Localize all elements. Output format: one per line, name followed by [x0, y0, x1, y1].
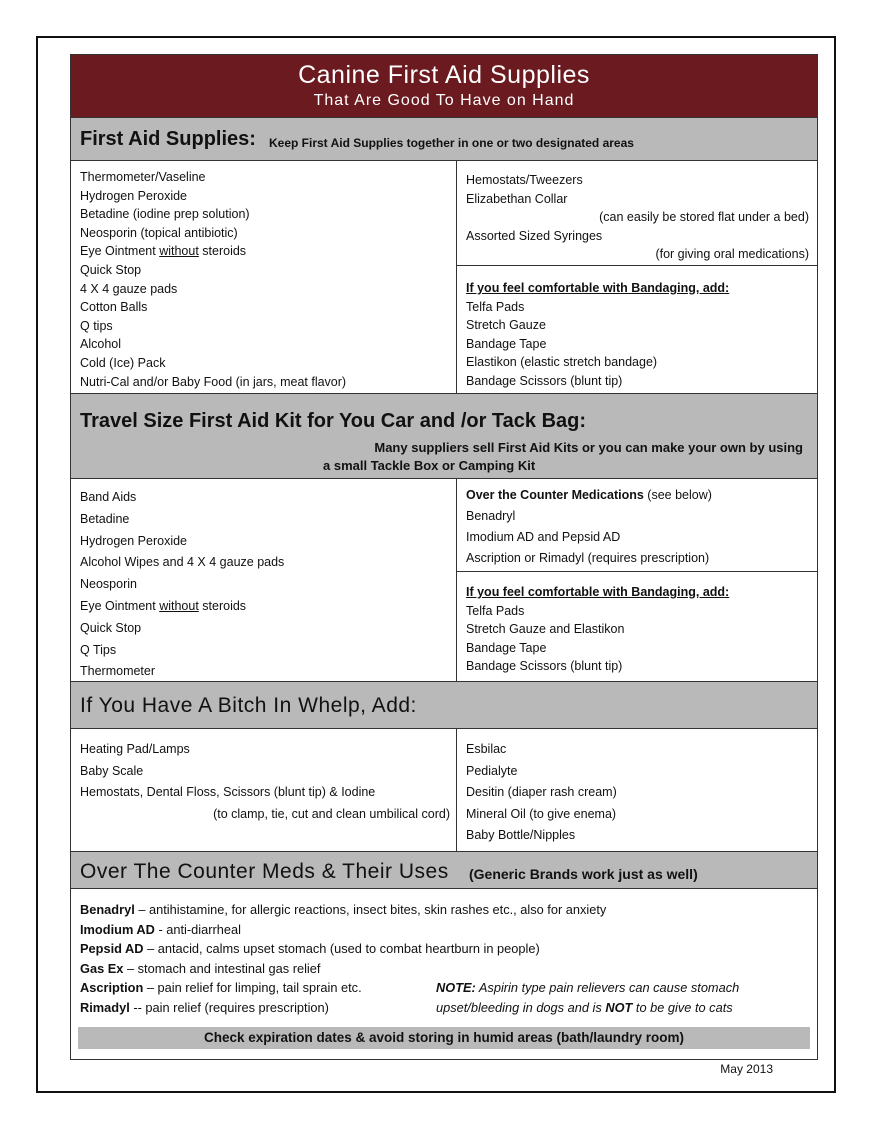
section-whelp-header	[71, 681, 817, 729]
list-item: Hemostats, Dental Floss, Scissors (blunt tip) & Iodine	[80, 785, 376, 799]
list-item: Betadine	[80, 511, 130, 526]
list-item: Ascription or Rimadyl (requires prescription)	[466, 551, 710, 565]
row-divider	[456, 571, 817, 572]
list-item: Elizabethan Collar	[466, 191, 568, 206]
med-row: Benadryl – antihistamine, for allergic reactions, insect bites, skin rashes etc., also for anxiety	[80, 902, 607, 917]
list-item: Quick Stop	[80, 262, 142, 277]
list-item: Bandage Scissors (blunt tip)	[466, 659, 623, 674]
column-divider	[456, 161, 457, 393]
list-item: Thermometer/Vaseline	[80, 170, 206, 184]
section-note: Many suppliers sell First Aid Kits or you can make your own by using	[374, 440, 803, 455]
whelp-left-list	[80, 739, 450, 825]
list-item: Neosporin (topical antibiotic)	[80, 225, 238, 240]
section-otc-uses-header	[71, 851, 817, 889]
section-first-aid-header	[71, 117, 817, 161]
list-item-note: (can easily be stored flat under a bed)	[599, 210, 809, 225]
document-title: Canine First Aid Supplies	[298, 61, 590, 89]
list-item: Imodium AD and Pepsid AD	[466, 530, 621, 544]
list-item: Band Aids	[80, 490, 137, 504]
bandage-heading: If you feel comfortable with Bandaging, add:	[466, 281, 730, 295]
list-item: Alcohol	[80, 337, 121, 352]
travel-otc-list	[466, 485, 809, 569]
warning-line: NOTE: Aspirin type pain relievers can cause stomach	[436, 980, 740, 995]
list-item: Neosporin	[80, 577, 137, 592]
med-row: Gas Ex – stomach and intestinal gas relief	[80, 960, 321, 976]
list-item: Benadryl	[466, 509, 516, 523]
row-divider	[456, 265, 817, 266]
column-divider	[456, 729, 457, 851]
list-item: Assorted Sized Syringes	[466, 228, 603, 243]
list-item: Baby Scale	[80, 763, 144, 778]
list-item: Cold (Ice) Pack	[80, 355, 166, 370]
list-item: Stretch Gauze	[466, 318, 546, 333]
list-item: Alcohol Wipes and 4 X 4 gauze pads	[80, 555, 285, 570]
list-item: Mineral Oil (to give enema)	[466, 806, 617, 821]
med-row: Rimadyl -- pain relief (requires prescription)	[80, 999, 329, 1015]
list-item: Telfa Pads	[466, 603, 525, 618]
whelp-right-list	[466, 739, 809, 847]
list-item: Pedialyte	[466, 763, 518, 778]
travel-kit-left-list	[80, 487, 450, 683]
list-item: Bandage Tape	[466, 336, 547, 351]
list-item: Hydrogen Peroxide	[80, 533, 188, 548]
list-item: 4 X 4 gauze pads	[80, 281, 178, 296]
document-subtitle: That Are Good To Have on Hand	[313, 92, 575, 109]
bandage-heading: If you feel comfortable with Bandaging, add:	[466, 585, 730, 599]
list-item: Telfa Pads	[466, 299, 525, 314]
otc-heading: Over the Counter Medications (see below)	[466, 488, 712, 502]
list-item: Baby Bottle/Nipples	[466, 828, 576, 842]
list-item: Quick Stop	[80, 620, 142, 635]
travel-bandage-list	[466, 583, 809, 676]
section-note: Keep First Aid Supplies together in one or two designated areas	[269, 136, 634, 150]
document-frame	[70, 54, 818, 1060]
list-item: Nutri-Cal and/or Baby Food (in jars, meat flavor)	[80, 374, 347, 389]
list-item: Q tips	[80, 318, 113, 333]
section-heading: Over The Counter Meds & Their Uses	[80, 860, 449, 883]
list-item: Esbilac	[466, 742, 507, 756]
section-heading: First Aid Supplies:	[80, 128, 256, 150]
section-heading: Travel Size First Aid Kit for You Car and /or Tack Bag:	[80, 410, 587, 432]
list-item: Desitin (diaper rash cream)	[466, 785, 617, 799]
list-item-eye-ointment: Eye Ointment without steroids	[80, 244, 247, 259]
column-divider	[456, 479, 457, 681]
list-item: Hemostats/Tweezers	[466, 173, 583, 187]
list-item: Bandage Scissors (blunt tip)	[466, 373, 623, 388]
med-row: Pepsid AD – antacid, calms upset stomach (used to combat heartburn in people)	[80, 941, 540, 956]
first-aid-left-list	[80, 168, 450, 391]
warning-line: upset/bleeding in dogs and is NOT to be give to cats	[436, 999, 733, 1015]
list-item: Hydrogen Peroxide	[80, 188, 188, 203]
section-note: a small Tackle Box or Camping Kit	[323, 458, 536, 473]
list-item: Q Tips	[80, 642, 117, 657]
list-item: Heating Pad/Lamps	[80, 742, 190, 756]
expiration-note: Check expiration dates & avoid storing in humid areas (bath/laundry room)	[78, 1027, 810, 1049]
list-item: Thermometer	[80, 664, 156, 679]
list-item-note: (for giving oral medications)	[655, 247, 809, 262]
first-aid-right-list	[466, 171, 809, 264]
med-row: Imodium AD - anti-diarrheal	[80, 921, 241, 937]
section-heading: If You Have A Bitch In Whelp, Add:	[80, 694, 417, 717]
first-aid-bandage-list	[466, 279, 809, 391]
list-item: Elastikon (elastic stretch bandage)	[466, 355, 658, 370]
section-note: (Generic Brands work just as well)	[469, 866, 698, 882]
list-item: Betadine (iodine prep solution)	[80, 207, 250, 222]
list-item-note: (to clamp, tie, cut and clean umbilical cord)	[213, 806, 450, 821]
document-date: May 2013	[720, 1062, 773, 1076]
med-row: Ascription – pain relief for limping, tail sprain etc.	[80, 980, 362, 995]
aspirin-warning	[436, 978, 811, 1017]
list-item: Cotton Balls	[80, 300, 148, 315]
list-item: Stretch Gauze and Elastikon	[466, 622, 625, 637]
title-banner	[71, 55, 817, 117]
section-travel-kit-header	[71, 393, 817, 479]
list-item-eye-ointment: Eye Ointment without steroids	[80, 598, 247, 613]
list-item: Bandage Tape	[466, 640, 547, 655]
